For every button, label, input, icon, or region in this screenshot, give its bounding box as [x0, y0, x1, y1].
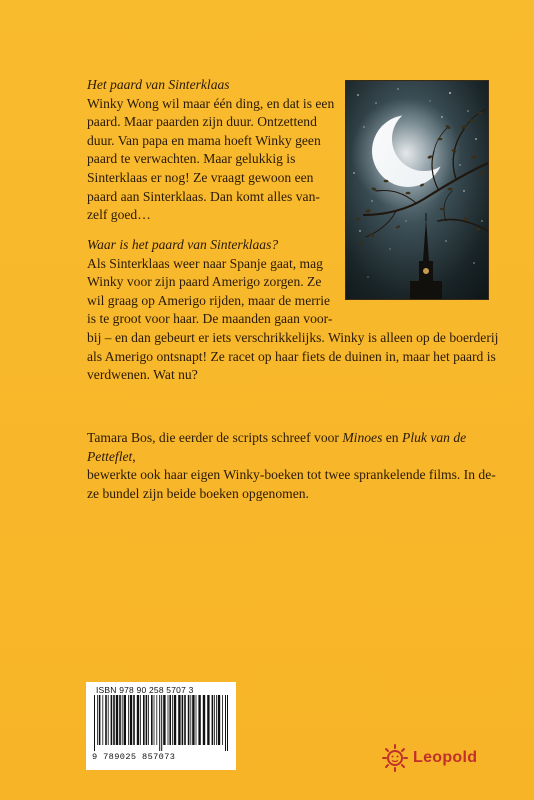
- section-line: is te groot voor haar. De maanden gaan voor-: [87, 311, 333, 327]
- barcode-bar: [97, 695, 98, 745]
- barcode-bar: [154, 695, 155, 745]
- barcode-bar: [105, 695, 107, 745]
- leopold-lion-icon: [382, 743, 408, 773]
- barcode-bar: [148, 695, 149, 745]
- section-line: paard aan Sinterklaas. Dan komt alles van-: [87, 188, 320, 204]
- barcode-bar: [137, 695, 139, 745]
- barcode-bar: [143, 695, 145, 745]
- isbn-label: ISBN 978 90 258 5707 3: [96, 685, 194, 695]
- barcode-bar: [156, 695, 157, 745]
- barcode-bar: [178, 695, 180, 745]
- section-line: wil graag op Amerigo rijden, maar de merrie: [87, 292, 331, 308]
- barcode-bar: [159, 695, 160, 751]
- barcode-bar: [174, 695, 176, 745]
- section-line: paard. Maar paarden zijn duur. Ontzettend: [87, 114, 317, 130]
- section-het-paard: [87, 76, 337, 225]
- barcode-bar: [130, 695, 132, 745]
- isbn-barcode: [86, 682, 236, 770]
- barcode-bar: [188, 695, 190, 745]
- barcode-bar: [140, 695, 141, 745]
- barcode-bar: [133, 695, 135, 745]
- film-title: Pluk van de Petteflet: [87, 430, 467, 464]
- section-line: paard te verwachten. Maar gelukkig is: [87, 151, 296, 167]
- about-author: [87, 429, 507, 503]
- publisher-logo: [382, 743, 477, 773]
- isbn-digits: 9 789025 857073: [92, 752, 176, 762]
- film-title: Minoes: [342, 430, 383, 445]
- about-text: ,: [132, 448, 136, 464]
- barcode-bar: [182, 695, 184, 745]
- barcode-bar: [102, 695, 103, 745]
- barcode-bar: [203, 695, 205, 745]
- barcode-bar: [192, 695, 194, 745]
- section-heading: Het paard van Sinterklaas: [87, 77, 230, 92]
- section-line: duur. Van papa en mama hoeft Winky geen: [87, 132, 321, 148]
- barcode-bar: [111, 695, 113, 745]
- barcode-bar: [222, 695, 223, 745]
- barcode-bar: [212, 695, 214, 745]
- barcode-bar: [190, 695, 191, 745]
- barcode-bar: [168, 695, 169, 745]
- barcode-bar: [94, 695, 95, 751]
- barcode-bar: [225, 695, 226, 751]
- barcode-bar: [216, 695, 217, 745]
- barcode-bar: [151, 695, 153, 745]
- about-text: Tamara Bos, die eerder de scripts schreef voor: [87, 430, 343, 445]
- barcode-bar: [214, 695, 215, 745]
- about-line: [87, 429, 507, 466]
- barcode-bar: [218, 695, 220, 745]
- barcode-bar: [163, 695, 165, 745]
- barcode-bar: [122, 695, 123, 745]
- barcode-bar: [172, 695, 173, 745]
- barcode-bar: [198, 695, 200, 745]
- section-line: als Amerigo ontsnapt! Ze racet op haar fiets de duinen in, maar het paard is: [87, 348, 496, 364]
- barcode-bar: [99, 695, 101, 745]
- publisher-name: Leopold: [413, 749, 478, 766]
- barcode-bar: [128, 695, 129, 745]
- barcode-bar: [184, 695, 186, 745]
- barcode-bar: [146, 695, 148, 745]
- barcode-bar: [119, 695, 121, 745]
- barcode-bar: [116, 695, 118, 745]
- barcode-bar: [124, 695, 126, 745]
- barcode-bar: [169, 695, 171, 745]
- section-line: Winky Wong wil maar één ding, en dat is een: [87, 95, 335, 111]
- barcode-bar: [207, 695, 209, 745]
- barcode-bar: [113, 695, 115, 745]
- section-line: zelf goed…: [87, 207, 151, 223]
- barcode-bar: [161, 695, 162, 751]
- section-line: bij – en dan gebeurt er iets verschrikkelijks. Winky is alleen op de boerderij: [87, 329, 499, 345]
- barcode-bars: [92, 695, 230, 751]
- section-line: verdwenen. Wat nu?: [87, 367, 198, 383]
- barcode-bar: [108, 695, 109, 745]
- section-line: Sinterklaas er nog! Ze vraagt gewoon een: [87, 169, 314, 185]
- section-line: Als Sinterklaas weer naar Spanje gaat, mag: [87, 255, 323, 271]
- barcode-bar: [196, 695, 197, 745]
- moon-night-illustration: [346, 81, 488, 299]
- cover-photo-moon: [345, 80, 489, 300]
- section-line: Winky voor zijn paard Amerigo zorgen. Ze: [87, 274, 322, 290]
- barcode-bar: [227, 695, 228, 751]
- about-text: en: [382, 430, 403, 445]
- about-line: bewerkte ook haar eigen Winky-boeken tot twee sprankelende films. In de-: [87, 467, 496, 483]
- section-heading: Waar is het paard van Sinterklaas?: [87, 237, 279, 252]
- about-line: ze bundel zijn beide boeken opgenomen.: [87, 485, 309, 501]
